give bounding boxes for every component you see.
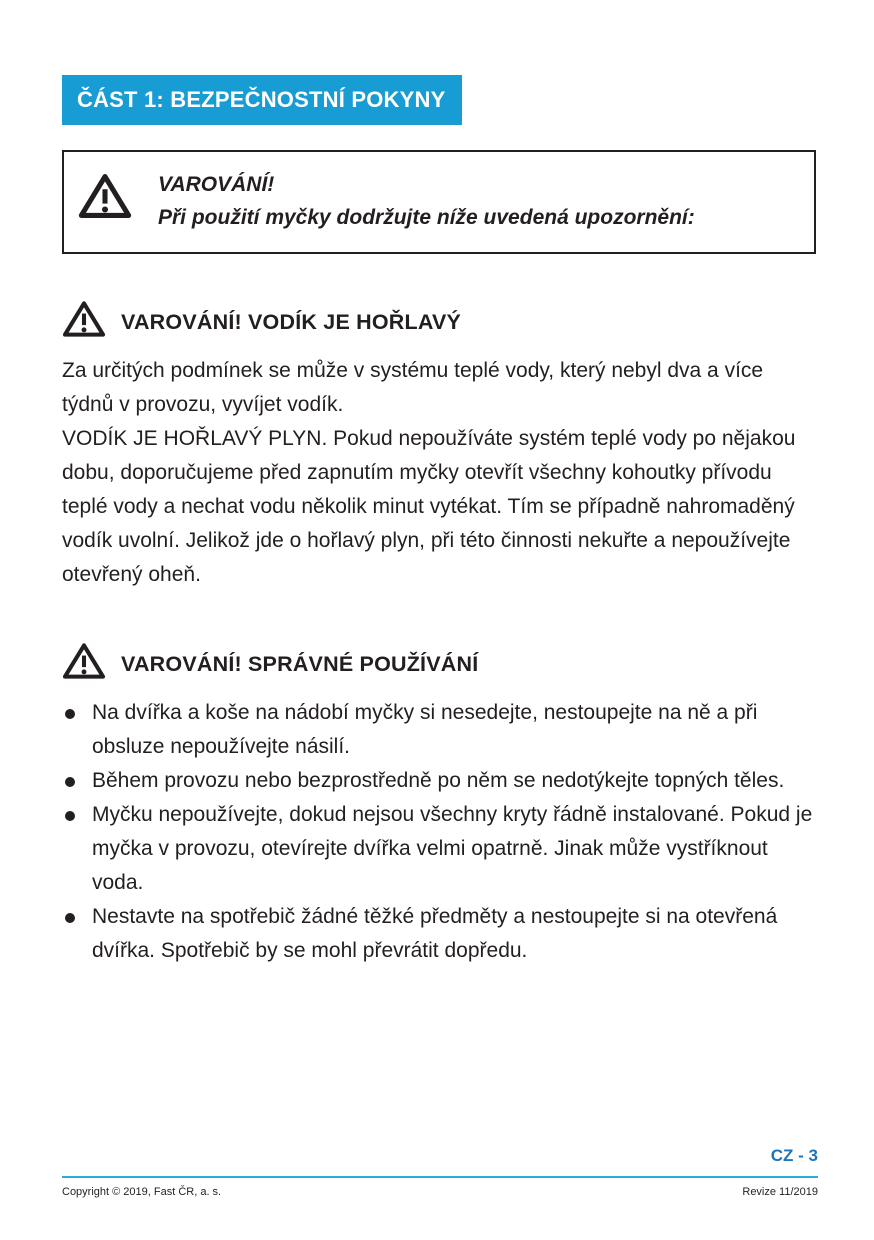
list-item bbox=[62, 798, 816, 900]
bullet-text: Nestavte na spotřebič žádné těžké předměty a nestoupejte si na otevřená dvířka. Spotřebič by se mohl převrátit dopředu. bbox=[92, 905, 778, 962]
list-item bbox=[62, 900, 816, 968]
warning-icon bbox=[62, 642, 106, 686]
warning-icon bbox=[62, 300, 106, 344]
copyright-text: Copyright © 2019, Fast ČR, a. s. bbox=[62, 1186, 222, 1198]
footer-divider bbox=[62, 1176, 818, 1178]
page-footer bbox=[62, 1146, 818, 1198]
bullet-icon bbox=[65, 777, 75, 787]
list-item bbox=[62, 764, 816, 798]
warning-box-text bbox=[158, 168, 695, 234]
bullet-text: Myčku nepoužívejte, dokud nejsou všechny kryty řádně instalované. Pokud je myčka v provozu, otevírejte dvířka velmi opatrně. Jinak může vystříknout voda. bbox=[92, 803, 813, 894]
bullet-icon bbox=[65, 913, 75, 923]
warning-box-body: Při použití myčky dodržujte níže uvedená upozornění: bbox=[158, 206, 695, 229]
bullet-text: Na dvířka a koše na nádobí myčky si nesedejte, nestoupejte na ně a při obsluze nepoužívejte násilí. bbox=[92, 701, 758, 758]
hydrogen-paragraphs bbox=[62, 354, 816, 592]
bullet-icon bbox=[65, 709, 75, 719]
section-heading-proper-use bbox=[62, 642, 816, 686]
list-item bbox=[62, 696, 816, 764]
revision-text: Revize 11/2019 bbox=[742, 1186, 818, 1198]
section-heading-text: VAROVÁNÍ! SPRÁVNÉ POUŽÍVÁNÍ bbox=[121, 651, 479, 676]
page-number: CZ - 3 bbox=[770, 1146, 818, 1165]
section-header-bar: ČÁST 1: BEZPEČNOSTNÍ POKYNY bbox=[62, 75, 462, 125]
section-heading-text: VAROVÁNÍ! VODÍK JE HOŘLAVÝ bbox=[121, 309, 462, 334]
warning-box bbox=[62, 150, 816, 254]
warning-box-title: VAROVÁNÍ! bbox=[158, 173, 275, 196]
bullet-icon bbox=[65, 811, 75, 821]
section-heading-hydrogen bbox=[62, 300, 816, 344]
footer-row bbox=[62, 1186, 818, 1198]
page-content bbox=[62, 0, 816, 968]
proper-use-bullet-list bbox=[62, 696, 816, 968]
paragraph: VODÍK JE HOŘLAVÝ PLYN. Pokud nepoužíváte systém teplé vody po nějakou dobu, doporučujeme před zapnutím myčky otevřít všechny kohoutky přívodu teplé vody a nechat vodu několik minut vytékat. Tím se případně nahromaděný vodík uvolní. Jelikož jde o hořlavý plyn, při této činnosti nekuřte a nepoužívejte otevřený oheň. bbox=[62, 427, 796, 586]
warning-icon bbox=[78, 172, 132, 225]
bullet-text: Během provozu nebo bezprostředně po něm se nedotýkejte topných těles. bbox=[92, 769, 785, 792]
paragraph: Za určitých podmínek se může v systému teplé vody, který nebyl dva a více týdnů v provozu, vyvíjet vodík. bbox=[62, 359, 764, 416]
